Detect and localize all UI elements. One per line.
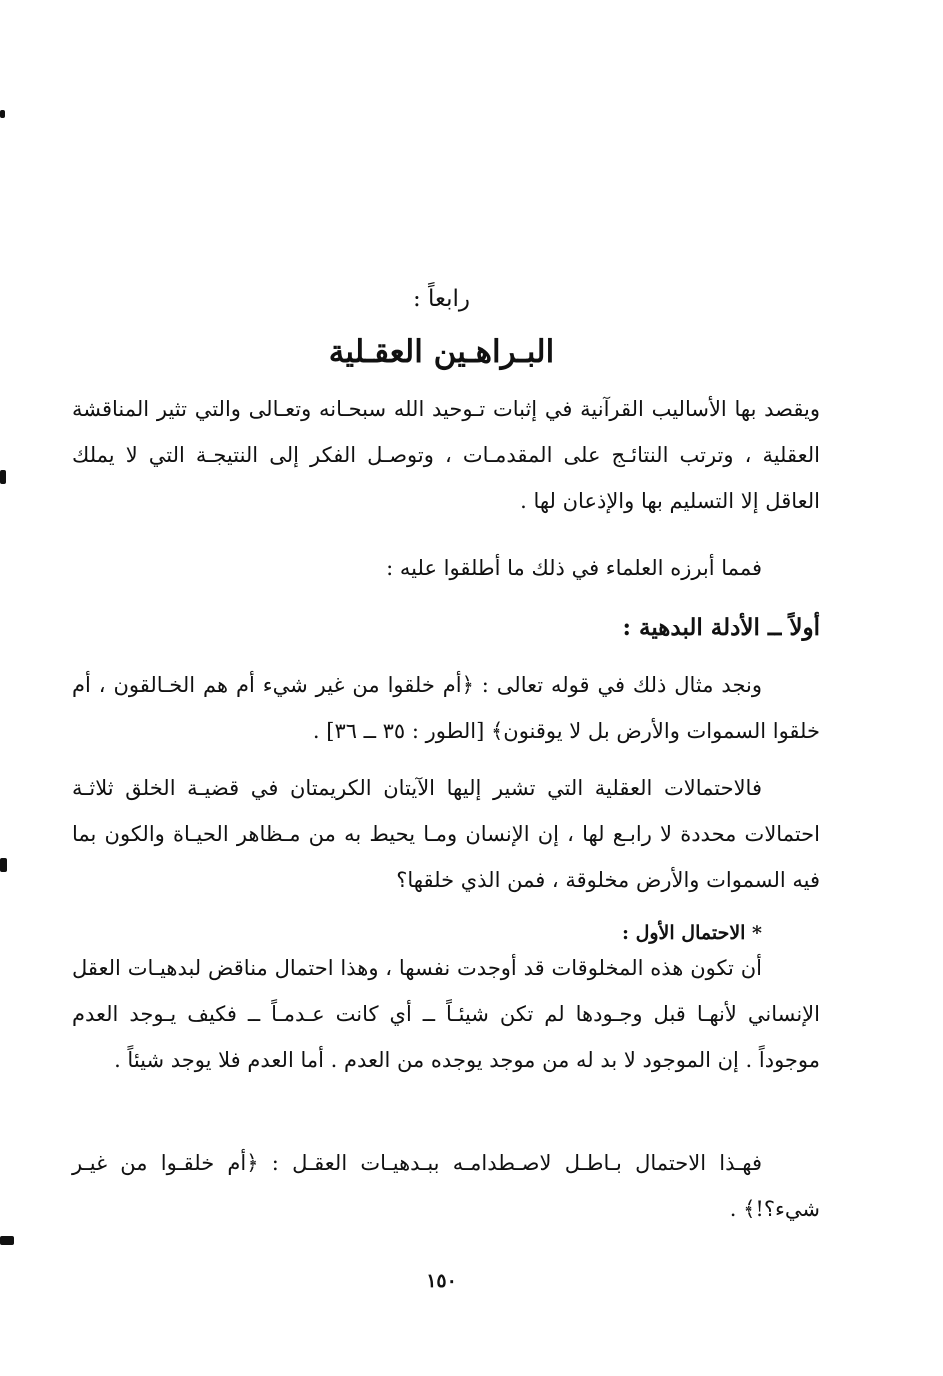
heading-first-possibility: * الاحتمال الأول :: [621, 922, 762, 944]
possibilities-paragraph: فالاحتمالات العقلية التي تشير إليها الآيتان الكريمتان في قضيـة الخلق ثلاثـة احتمالات محددة لا رابـع لها ، إن الإنسان ومـا يحيط به من مـظاهر الحيـاة والكون بما فيه السموات والأرض مخلوقة ، فمن الذي خلقها؟: [72, 776, 820, 892]
scan-edge-mark: [0, 858, 7, 872]
scan-edge-mark: [0, 470, 6, 484]
page-title: البـراهـين العقـلية: [328, 334, 555, 370]
scan-edge-mark: [0, 110, 5, 118]
heading-self-evident-proofs: أولاً ــ الأدلة البدهية :: [622, 614, 820, 641]
intro-paragraph: ويقصد بها الأساليب القرآنية في إثبات تـوحيد الله سبحـانه وتعـالى والتي تثير المناقشة العقلية ، وترتب النتائـج على المقدمـات ، وتوصـل الفكر إلى النتيجـة التي لا يملك العاقل إلا التسليم بها والإذعان لها .: [72, 397, 820, 513]
example-paragraph: ونجد مثال ذلك في قوله تعالى : ﴿أم خلقوا من غير شيء أم هم الخـالقون ، أم خلقوا السموات والأرض بل لا يوقنون﴾ [الطور : ٣٥ ــ ٣٦] .: [72, 673, 820, 743]
scan-edge-mark: [0, 1236, 14, 1245]
first-possibility-paragraph: أن تكون هذه المخلوقات قد أوجدت نفسها ، وهذا احتمال مناقض لبدهيـات العقل الإنساني لأنهـا قبل وجـودها لم تكن شيئـاً ــ أي كانت عـدمـاً ــ فكيف يـوجد العدم موجوداً . إن الموجود لا بد له من موجد يوجده من العدم . أما العدم فلا يوجد شيئاً .: [72, 956, 820, 1072]
section-label: رابعاً :: [412, 286, 471, 312]
conclusion-paragraph: فهـذا الاحتمال بـاطـل لاصـطدامـه ببـدهيـات العقـل : ﴿أم خلقـوا من غيـر شيء؟!﴾ .: [72, 1151, 820, 1221]
lead-paragraph: فمما أبرزه العلماء في ذلك ما أطلقوا عليه :: [386, 556, 762, 580]
page-number: ١٥٠: [426, 1270, 457, 1292]
